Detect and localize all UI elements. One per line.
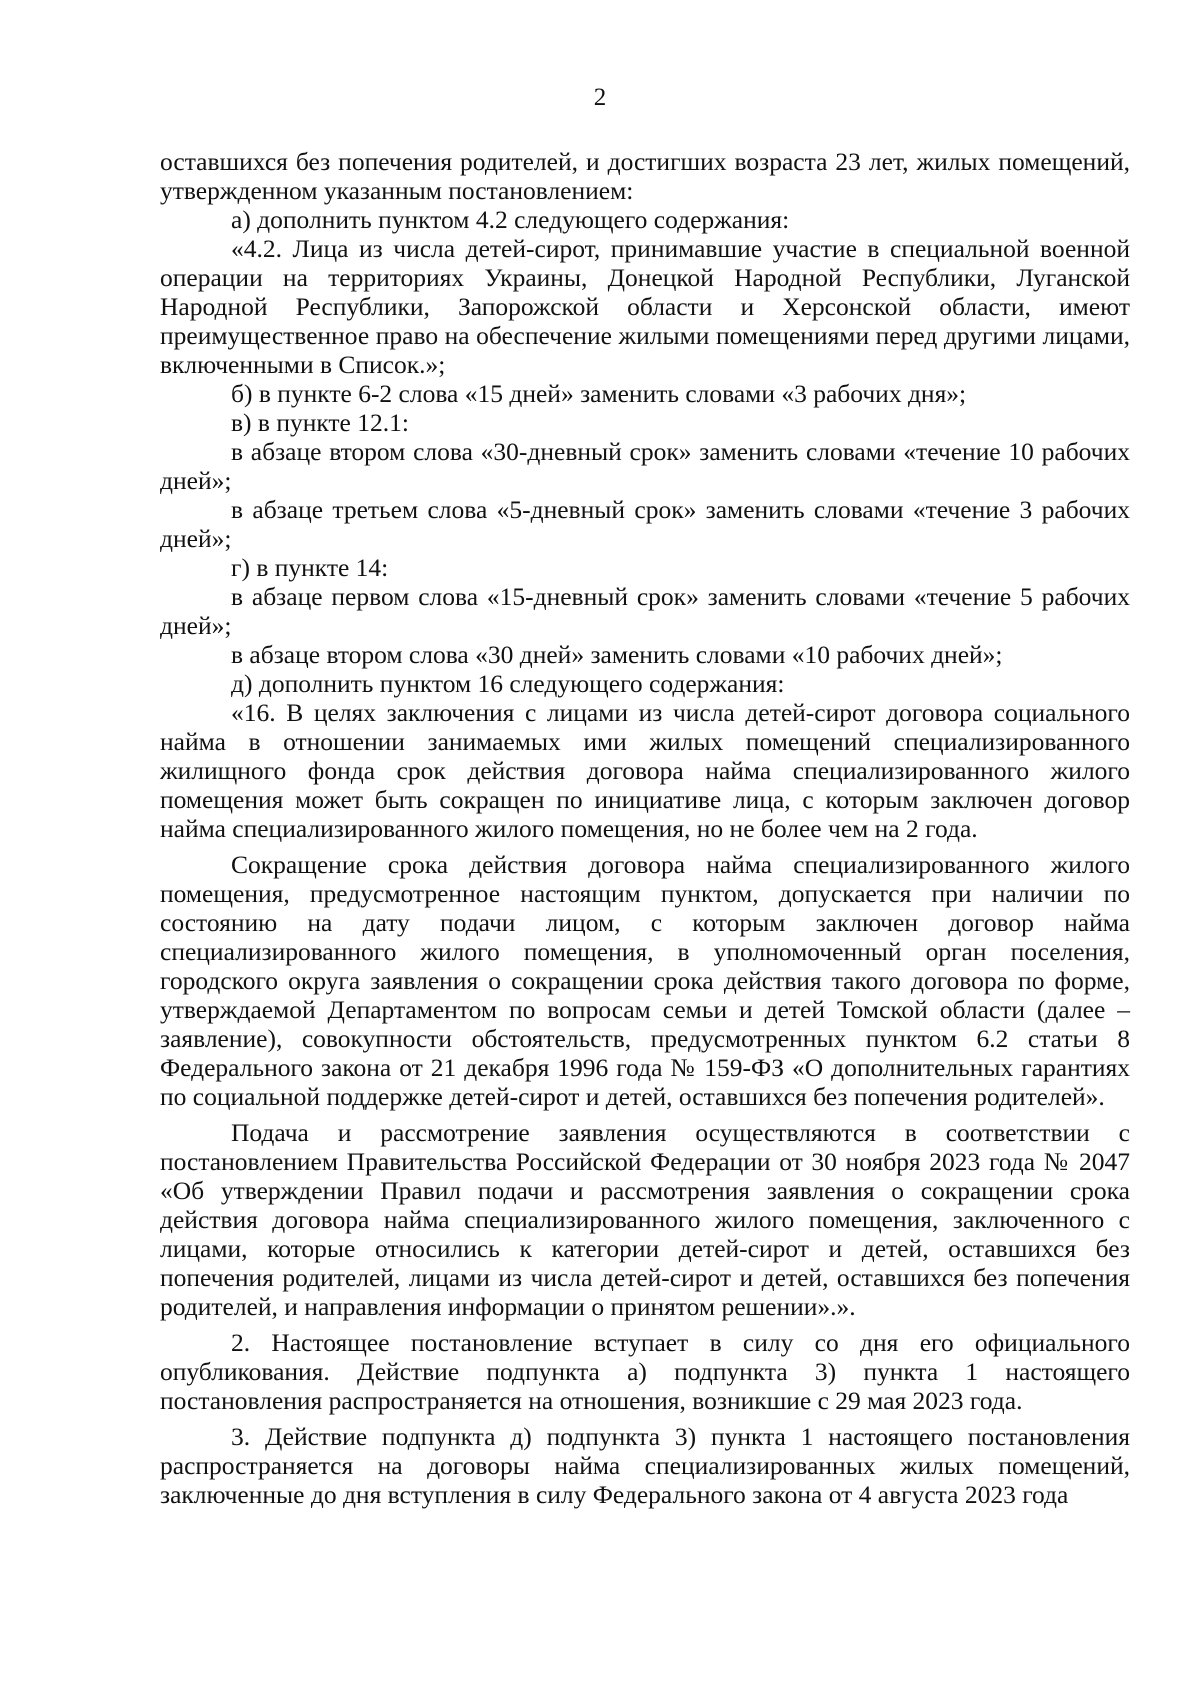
paragraph-item-b: б) в пункте 6-2 слова «15 дней» заменить словами «3 рабочих дня»; xyxy=(231,379,967,408)
paragraph-14-first: в абзаце первом слова «15-дневный срок» заменить словами «течение 5 рабочих дней»; xyxy=(160,582,1130,640)
paragraph-item-a: а) дополнить пунктом 4.2 следующего содержания: xyxy=(231,205,790,234)
paragraph-item-g: г) в пункте 14: xyxy=(231,553,389,582)
paragraph-application-procedure: Подача и рассмотрение заявления осуществляются в соответствии с постановлением Правительства Российской Федерации от 30 ноября 2023 года № 2047 «Об утверждении Правил подачи и рассмотрения заявления о сокращении срока действия договора найма специализированного жилого помещения, заключенного с лицами, которые относились к категории детей-сирот и детей, оставшихся без попечения родителей, лицами из числа детей-сирот и детей, оставшихся без попечения родителей, и направления информации о принятом решении».». xyxy=(160,1118,1130,1321)
paragraph-12-1-second: в абзаце втором слова «30-дневный срок» заменить словами «течение 10 рабочих дней»; xyxy=(160,437,1130,495)
paragraph-point-2: 2. Настоящее постановление вступает в силу со дня его официального опубликования. Действие подпункта а) подпункта 3) пункта 1 настоящего постановления распространяется на отношения, возникшие с 29 мая 2023 года. xyxy=(160,1328,1130,1415)
paragraph-item-d: д) дополнить пунктом 16 следующего содержания: xyxy=(231,669,785,698)
paragraph-continuation: оставшихся без попечения родителей, и достигших возраста 23 лет, жилых помещений, утвержденном указанным постановлением: xyxy=(160,147,1130,205)
paragraph-point-3: 3. Действие подпункта д) подпункта 3) пункта 1 настоящего постановления распространяется на договоры найма специализированных жилых помещений, заключенные до дня вступления в силу Федерального закона от 4 августа 2023 года xyxy=(160,1422,1130,1509)
paragraph-term-reduction: Сокращение срока действия договора найма специализированного жилого помещения, предусмотренное настоящим пунктом, допускается при наличии по состоянию на дату подачи лицом, с которым заключен договор найма специализированного жилого помещения, в уполномоченный орган поселения, городского округа заявления о сокращении срока действия такого договора по форме, утверждаемой Департаментом по вопросам семьи и детей Томской области (далее – заявление), совокупности обстоятельств, предусмотренных пунктом 6.2 статьи 8 Федерального закона от 21 декабря 1996 года № 159-ФЗ «О дополнительных гарантиях по социальной поддержке детей-сирот и детей, оставшихся без попечения родителей». xyxy=(160,850,1130,1111)
page-number: 2 xyxy=(593,84,607,111)
paragraph-item-v: в) в пункте 12.1: xyxy=(231,408,409,437)
paragraph-clause-16: «16. В целях заключения с лицами из числа детей-сирот договора социального найма в отношении занимаемых ими жилых помещений специализированного жилищного фонда срок действия договора найма специализированного жилого помещения может быть сокращен по инициативе лица, с которым заключен договор найма специализированного жилого помещения, но не более чем на 2 года. xyxy=(160,698,1130,843)
paragraph-12-1-third: в абзаце третьем слова «5-дневный срок» заменить словами «течение 3 рабочих дней»; xyxy=(160,495,1130,553)
document-body xyxy=(160,147,1130,1509)
paragraph-14-second: в абзаце втором слова «30 дней» заменить словами «10 рабочих дней»; xyxy=(231,640,1003,669)
paragraph-clause-4-2: «4.2. Лица из числа детей-сирот, принимавшие участие в специальной военной операции на территориях Украины, Донецкой Народной Республики, Луганской Народной Республики, Запорожской области и Херсонской области, имеют преимущественное право на обеспечение жилыми помещениями перед другими лицами, включенными в Список.»; xyxy=(160,234,1130,379)
